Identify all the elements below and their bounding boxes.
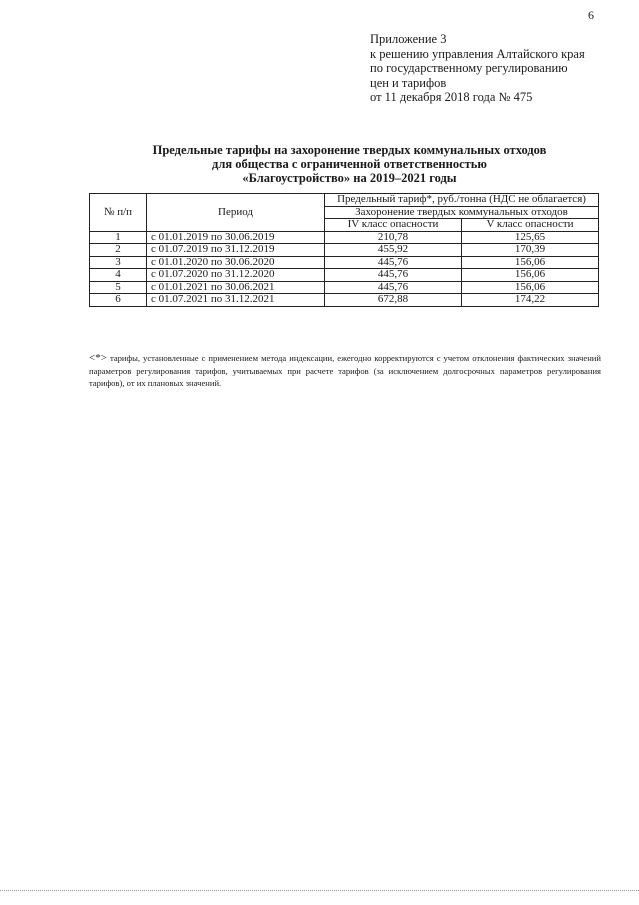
row-tariff-iv: 445,76 [325,281,462,294]
title-line: «Благоустройство» на 2019–2021 годы [242,171,457,185]
row-tariff-v: 156,06 [462,269,599,282]
appendix-header [370,32,585,105]
tariff-table [89,193,599,307]
appendix-line: цен и тарифов [370,75,447,90]
appendix-line: к решению управления Алтайского края [370,46,585,61]
row-period: с 01.01.2020 по 30.06.2020 [147,256,325,269]
appendix-line: Приложение 3 [370,32,447,46]
header-service: Захоронение твердых коммунальных отходов [325,206,599,219]
row-number: 1 [90,231,147,244]
row-tariff-v: 156,06 [462,256,599,269]
footnote-mark: <*> [89,352,107,364]
header-tariff-group: Предельный тариф*, руб./тонна (НДС не облагается) [325,194,599,207]
header-class-v: V класс опасности [462,219,599,232]
row-tariff-iv: 210,78 [325,231,462,244]
row-period: с 01.01.2019 по 30.06.2019 [147,231,325,244]
row-number: 6 [90,294,147,307]
table-row [90,269,599,282]
row-tariff-v: 156,06 [462,281,599,294]
row-tariff-v: 170,39 [462,244,599,257]
table-row [90,294,599,307]
title-line: для общества с ограниченной ответственностью [212,157,487,171]
header-number: № п/п [90,194,147,232]
row-tariff-v: 174,22 [462,294,599,307]
header-period: Период [147,194,325,232]
table-row [90,244,599,257]
footnote-text: тарифы, установленные с применением метода индексации, ежегодно корректируются с учетом отклонения фактических значений параметров регулирования тарифов, учитываемых при расчете тарифов (за исключением долгосрочных параметров регулирования тарифов), от их плановых значений. [89,353,601,388]
page-bottom-divider [0,890,639,891]
table-row [90,256,599,269]
row-tariff-iv: 445,76 [325,256,462,269]
row-tariff-iv: 445,76 [325,269,462,282]
row-tariff-iv: 455,92 [325,244,462,257]
page-number: 6 [588,8,594,22]
title-line: Предельные тарифы на захоронение твердых коммунальных отходов [152,143,547,157]
header-class-iv: IV класс опасности [325,219,462,232]
appendix-line: по государственному регулированию [370,61,568,75]
row-tariff-iv: 672,88 [325,294,462,307]
row-number: 5 [90,281,147,294]
footnote [89,352,601,390]
appendix-line: от 11 декабря 2018 года № 475 [370,90,533,104]
row-number: 2 [90,244,147,257]
table-row [90,231,599,244]
row-period: с 01.07.2021 по 31.12.2021 [147,294,325,307]
row-number: 3 [90,256,147,269]
row-period: с 01.07.2019 по 31.12.2019 [147,244,325,257]
table-row [90,281,599,294]
row-period: с 01.01.2021 по 30.06.2021 [147,281,325,294]
row-period: с 01.07.2020 по 31.12.2020 [147,269,325,282]
row-tariff-v: 125,65 [462,231,599,244]
document-title [90,143,609,185]
row-number: 4 [90,269,147,282]
